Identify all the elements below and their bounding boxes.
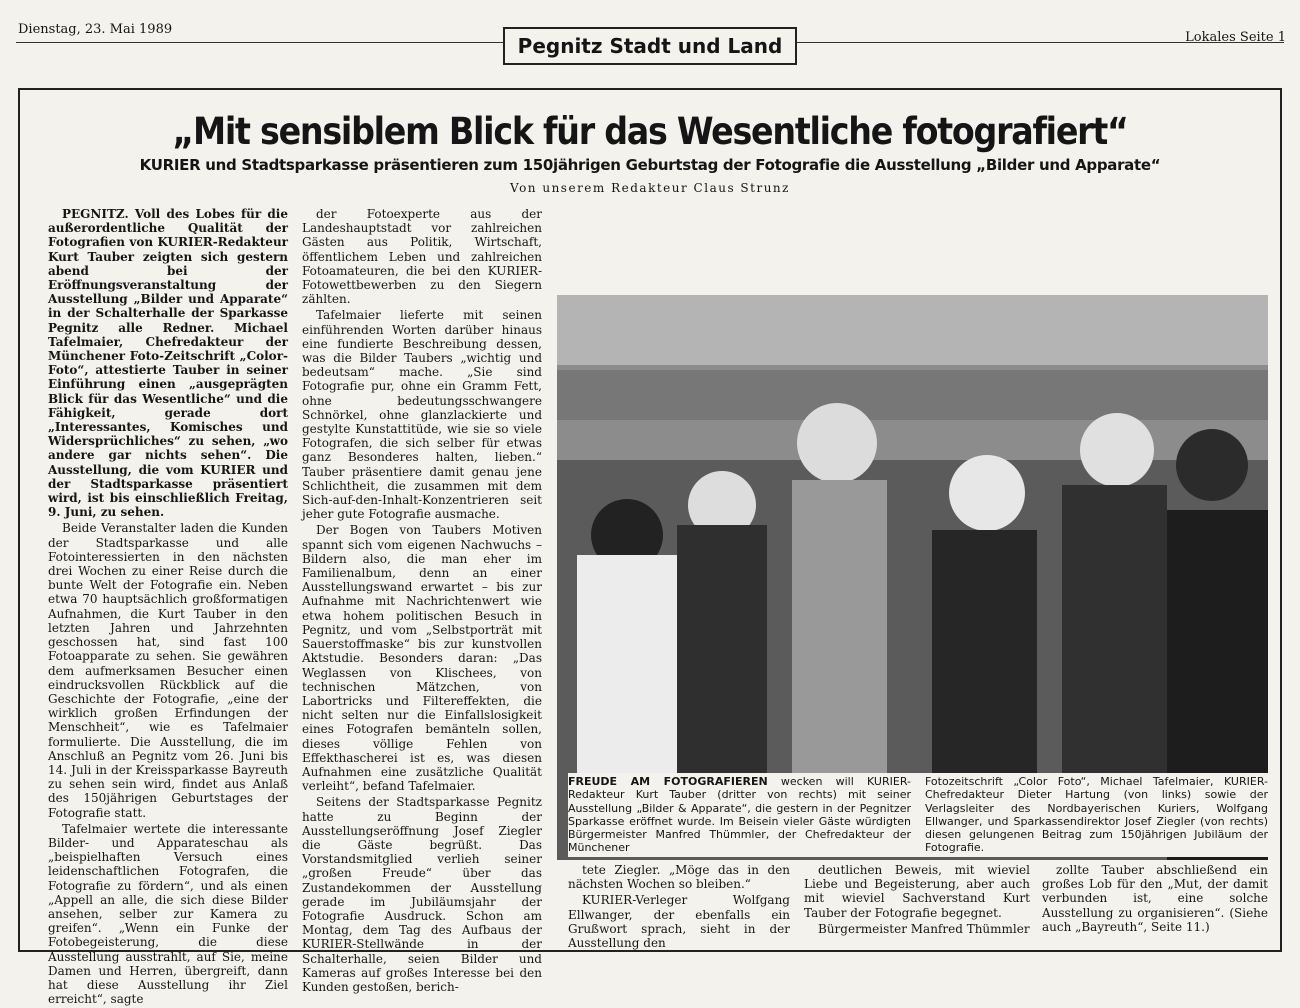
paragraph: KURIER-Verleger Wolfgang Ellwanger, der ebenfalls ein Grußwort sprach, sieht in der Ausstellung den bbox=[568, 893, 790, 951]
caption-text: Fotozeitschrift „Color Foto“, Michael Tafelmaier, KURIER-Chefredakteur Dieter Hartung (von links) sowie der Verlagsleiter des Nordbayerischen Kuriers, Wolfgang Ellwanger, und Sparkassendirektor Josef Ziegler (von rechts) diesen gelungenen Beitrag zum 150jährigen Jubiläum der Fotografie. bbox=[925, 775, 1268, 855]
column-3b bbox=[804, 863, 1030, 938]
paragraph: Tafelmaier wertete die interessante Bilder- und Apparateschau als „beispielhaften Versuch eines leidenschaftlichen Fotografen, die Fotografie zu fördern“, und als einen „Appell an alle, die sich diese Bilder ansehen, selber zur Kamera zu greifen“. „Wenn ein Funke der Fotobegeisterung, die diese Ausstellung ausstrahlt, auf Sie, meine Damen und Herren, übergreift, dann hat diese Ausstellung ihr Ziel erreicht“, sagte bbox=[48, 821, 288, 1007]
article-frame bbox=[18, 88, 1282, 1007]
byline: Von unserem Redakteur Claus Strunz bbox=[510, 181, 790, 195]
paragraph: Beide Veranstalter laden die Kunden der Stadtsparkasse und alle Fotointeressierten in den nächsten drei Wochen zu einer Reise durch die bunte Welt der Fotografie ein. Neben etwa 70 hauptsächlich großformatigen Aufnahmen, die Kurt Tauber in den letzten Jahren und Jahrzehnten geschossen hat, sind fast 100 Fotoapparate zu sehen. Sie gewähren dem aufmerksamen Besucher einen eindrucksvollen Rückblick auf die Geschichte der Fotografie, „eine der wirklich großen Erfindungen der Menschheit“, wie es Tafelmaier formulierte. Die Ausstellung, die im Anschluß an Pegnitz vom 26. Juni bis 14. Juli in der Kreissparkasse Bayreuth zu sehen sein wird, findet aus Anlaß des 150jährigen Geburtstages der Fotografie statt. bbox=[48, 521, 288, 820]
caption-text: wecken will KURIER-Redakteur Kurt Tauber (dritter von rechts) mit seiner Ausstellung „Bilder & Apparate“, die gestern in der Pegnitzer Sparkasse eröffnet wurde. Im Beisein vieler Gäste würdigten Bürgermeister Manfred Thümmler, der Chefredakteur der Münchener bbox=[568, 775, 911, 855]
photo-caption bbox=[568, 773, 1268, 857]
paragraph: tete Ziegler. „Möge das in den nächsten Wochen so bleiben.“ bbox=[568, 863, 790, 892]
issue-date: Dienstag, 23. Mai 1989 bbox=[18, 22, 173, 37]
column-3c bbox=[1042, 863, 1268, 936]
caption-lead: FREUDE AM FOTOGRAFIEREN bbox=[568, 775, 768, 788]
paragraph: Tafelmaier lieferte mit seinen einführenden Worten darüber hinaus eine fundierte Beschreibung dessen, was die Bilder Taubers „wichtig und bedeutsam“ mache. „Sie sind Fotografie pur, ohne ein Gramm Fett, ohne bedeutungsschwangere Schnörkel, ohne glanzlackierte und gestylte Kunstattitüde, wie sie so viele Fotografen, die sich selber für etwas ganz Besonderes halten, lieben.“ Tauber präsentiere damit genau jene Schlichtheit, die zusammen mit dem Sich-auf-den-Inhalt-Konzentrieren seit jeher gute Fotografie ausmache. bbox=[302, 308, 542, 522]
subheadline: KURIER und Stadtsparkasse präsentieren zum 150jährigen Geburtstag der Fotografie die Ausstellung „Bilder und Apparate“ bbox=[139, 156, 1161, 174]
paragraph: Der Bogen von Taubers Motiven spannt sich vom eigenen Nachwuchs – Bildern also, die man eher im Familienalbum, denn an einer Ausstellungswand erwartet – bis zur Aufnahme mit Nachrichtenwert wie etwa hohem politischen Besuch in Pegnitz, und vom „Selbstporträt mit Sauerstoffmaske“ bis zur kunstvollen Aktstudie. Besonders daran: „Das Weglassen von Klischees, von technischen Mätzchen, von Labortricks und Filtereffekten, die nicht selten nur die Einfallslosigkeit eines Fotografen bemänteln sollen, dieses völlige Fehlen von Effekthascherei ist es, was diesen Aufnahmen eine zusätzliche Qualität verleiht“, befand Tafelmaier. bbox=[302, 523, 542, 794]
paragraph: Bürgermeister Manfred Thümmler bbox=[818, 921, 1030, 936]
lead-paragraph: PEGNITZ. Voll des Lobes für die außerordentliche Qualität der Fotografien von KURIER-Redakteur Kurt Tauber zeigten sich gestern abend bei der Eröffnungsveranstaltung der Ausstellung „Bilder und Apparate“ in der Schalterhalle der Sparkasse Pegnitz alle Redner. Michael Tafelmaier, Chefredakteur der Münchener Foto-Zeitschrift „Color-Foto“, attestierte Tauber in seiner Einführung einen „ausgeprägten Blick für das Wesentliche“ und die Fähigkeit, gerade dort „Interessantes, Komisches und Widersprüchliches“ zu sehen, „wo andere gar nichts sehen“. Die Ausstellung, die vom KURIER und der Stadtsparkasse präsentiert wird, ist bis einschließlich Freitag, 9. Juni, zu sehen. bbox=[48, 207, 288, 520]
section-title: Pegnitz Stadt und Land bbox=[503, 27, 797, 65]
column-3a bbox=[568, 863, 790, 952]
page-label: Lokales Seite 1 bbox=[1185, 30, 1286, 45]
column-2 bbox=[302, 207, 542, 996]
paragraph: der Fotoexperte aus der Landeshauptstadt vor zahlreichen Gästen aus Politik, Wirtschaft, öffentlichem Leben und zahlreichen Fotoamateuren, die bei den KURIER-Fotowettbewerben zu den Siegern zählten. bbox=[302, 207, 542, 307]
headline: „Mit sensiblem Blick für das Wesentliche fotografiert“ bbox=[172, 110, 1128, 153]
column-1 bbox=[48, 207, 288, 1008]
paragraph: Seitens der Stadtsparkasse Pegnitz hatte zu Beginn der Ausstellungseröffnung Josef Ziegler die Gäste begrüßt. Das Vorstandsmitglied verlieh seiner „großen Freude“ über das Zustandekommen der Ausstellung gerade im Jubiläumsjahr der Fotografie Ausdruck. Schon am Montag, dem Tag des Aufbaus der KURIER-Stellwände in der Schalterhalle, seien Bilder und Kameras auf großes Interesse bei den Kunden gestoßen, berich- bbox=[302, 795, 542, 994]
paragraph: deutlichen Beweis, mit wieviel Liebe und Begeisterung, aber auch mit wieviel Sachverstand Kurt Tauber der Fotografie begegnet. bbox=[804, 863, 1030, 920]
paragraph: zollte Tauber abschließend ein großes Lob für den „Mut, der damit verbunden ist, eine solche Ausstellung zu organisieren“. (Siehe auch „Bayreuth“, Seite 11.) bbox=[1042, 863, 1268, 934]
